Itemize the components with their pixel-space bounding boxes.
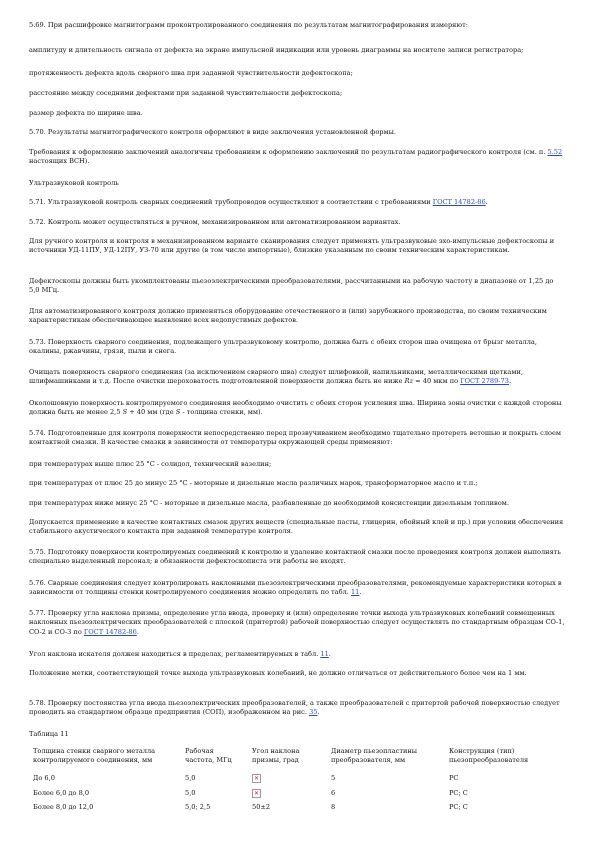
paragraph-angle: Угол наклона искателя должен находиться в пределах, регламентируемых в табл. 11. [29,650,331,658]
paragraph-transducers: Дефектоскопы должны быть укомплектованы пьезоэлектрическими преобразователями, рассчитанными на рабочую частоту в диапазоне от 1,25 до 5,0 МГц. [29,277,554,295]
cell-design: РС [449,774,459,782]
paragraph-5-75: 5.75. Подготовку поверхности контролируемых соединений к контролю и удаление контактной смазки после проведения контроля должен выполнять специально выделенный персонал; в обязанности дефектоскописта эти работы не входят. [29,548,561,566]
link-fig-35[interactable]: 35 [309,708,318,717]
cell-thickness: Более 8,0 до 12,0 [33,803,94,811]
section-heading-ultrasonic: Ультразвуковой контроль [29,179,119,187]
cell-angle: 50±2 [252,803,271,811]
table-row [29,774,565,786]
header-diameter: Диаметр пьезопластины преобразователя, мм [331,747,418,764]
table-row [29,789,565,801]
paragraph-5-73: 5.73. Поверхность сварного соединения, подлежащего ультразвуковому контролю, должна быть с обеих сторон шва очищена от брызг металла, окалины, ржавчины, грязи, пыли и снега. [29,338,537,356]
link-gost-14782[interactable]: ГОСТ 14782-86 [432,198,486,206]
table-row [29,803,565,815]
broken-image-icon: ✕ [253,775,260,782]
cell-diameter: 5 [331,774,336,782]
paragraph-5-70: 5.70. Результаты магнитографического контроля оформляют в виде заключения установленной формы. [29,128,396,136]
header-angle: Угол наклона призмы, град [252,747,300,764]
link-gost-14782-b[interactable]: ГОСТ 14782-86 [83,627,137,636]
link-5-52[interactable]: 5.52 [547,148,563,156]
paragraph-5-72: 5.72. Контроль может осуществляться в ручном, механизированном или автоматизированном вариантах. [29,218,401,226]
header-design: Конструкция (тип) пьезопреобразователя [449,747,529,764]
paragraph-temp-range: при температурах от плюс 25 до минус 25 °С - моторные и дизельные масла различных марок, трансформаторное масло и т.п.; [29,479,478,487]
broken-image-icon: ✕ [253,790,260,797]
header-frequency: Рабочая частота, МГц [185,747,232,764]
cell-frequency: 5,0 [185,774,196,782]
link-table-11[interactable]: 11 [350,588,360,597]
paragraph-extent: протяженность дефекта вдоль сварного шва при заданной чувствительности дефектоскопа; [29,69,353,77]
paragraph-temp-below-25: при температурах ниже минус 25 °С - моторные и дизельные масла, разбавленные до необходимой консистенции дизельным топливом. [29,499,509,507]
paragraph-5-78: 5.78. Проверку постоянства угла ввода пьезоэлектрических преобразователей, а также преобразователей с притертой рабочей поверхностью следует проводить на стандартном образце предприятия (СОП), изображенном на рис. 35. [29,699,560,717]
cell-design: РС; С [449,789,468,797]
cell-design: РС; С [449,803,468,811]
link-gost-2789[interactable]: ГОСТ 2789-73 [460,377,509,386]
header-thickness: Толщина стенки сварного металла контролируемого соединения, мм [33,747,156,764]
link-table-11-b[interactable]: 11 [320,650,329,658]
paragraph-width: размер дефекта по ширине шва. [29,109,143,117]
cell-angle [252,789,322,798]
cell-frequency: 5,0; 2,5 [185,803,211,811]
paragraph-distance: расстояние между соседними дефектами при заданной чувствительности дефектоскопа; [29,89,343,97]
cell-diameter: 8 [331,803,336,811]
cell-thickness: До 6,0 [33,774,55,782]
paragraph-5-76: 5.76. Сварные соединения следует контролировать наклонными пьезоэлектрическими преобразователями, рекомендуемые характеристики которых в зависимости от толщины стенки контролируемого соединения можно определить по табл. 11. [29,579,562,597]
cell-frequency: 5,0 [185,789,196,797]
cell-thickness: Более 6,0 до 8,0 [33,789,90,797]
paragraph-automated: Для автоматизированного контроля должно применяться оборудование отечественного и (или) зарубежного производства, по своим техническим характеристикам обеспечивающее выявление всех недопустимых дефектов. [29,307,547,325]
paragraph-cleaning: Очищать поверхность сварного соединения (за исключением сварного шва) следует шлифовкой, напильниками, металлическими щетками, шлифмашинками и т.д. После очистки шероховатость подготовленной поверхности должна быть не ниже Rz = 40 мкм по ГОСТ 2789-73. [29,368,523,386]
paragraph-temp-above-25: при температурах выше плюс 25 °С - солидол, технический вазелин; [29,460,272,468]
paragraph-other-couplants: Допускается применение в качестве контактных смазок других веществ (специальные пасты, глицерин, обойный клей и пр.) при условии обеспечения стабильного акустического контакта при заданной температуре контроля. [29,518,564,536]
paragraph-manual-control: Для ручного контроля и контроля в механизированном варианте сканирования следует применять ультразвуковые эхо-импульсные дефектоскопы и источники УД-11ПУ, УД-12ПУ, УЗ-70 или другие (в том числе импортные), близкие указанным по своим техническим характеристикам. [29,237,555,255]
paragraph-amplitude: амплитуду и длительность сигнала от дефекта на экране импульсной индикации или уровень диаграммы на носителе записи регистратора; [29,46,524,54]
paragraph-5-74: 5.74. Подготовленные для контроля поверхности непосредственно перед прозвучиванием необходимо тщательно протереть ветошью и покрыть слоем контактной смазки. В качестве смазки в зависимости от температуры окружающей среды применяют: [29,429,562,447]
paragraph-5-71: 5.71. Ультразвуковой контроль сварных соединений трубопроводов осуществляют в соответствии с требованиями ГОСТ 14782-86. [29,198,488,206]
paragraph-clean-zone: Околошовную поверхность контролируемого соединения необходимо очистить с обеих сторон усиления шва. Ширина зоны очистки с каждой стороны должна быть не менее 2,5 S + 40 мм (где S - толщина стенки, мм). [29,399,562,417]
cell-angle [252,774,322,783]
paragraph-requirements: Требования к оформлению заключений аналогичны требованиям к оформлению заключений по результатам радиографического контроля (см. п. 5.52 настоящих ВСН). [29,148,563,166]
cell-diameter: 6 [331,789,336,797]
table-header-row [29,747,565,767]
paragraph-5-69: 5.69. При расшифровке магнитограмм проконтролированного соединения по результатам магнитографирования измеряют: [29,21,468,29]
table-caption: Таблица 11 [29,730,69,738]
paragraph-mark-position: Положение метки, соответствующей точке выхода ультразвуковых колебаний, не должно отличаться от действительного более чем на 1 мм. [29,669,527,677]
paragraph-5-77: 5.77. Проверку угла наклона призмы, определение угла ввода, проверку и (или) определение точки выхода ультразвуковых колебаний совмещенных наклонных пьезоэлектрических преобразователей с плоской (притертой) рабочей поверхностью следует осуществлять по стандартным образцам СО-1, СО-2 и СО-3 по ГОСТ 14782-86. [29,609,565,636]
